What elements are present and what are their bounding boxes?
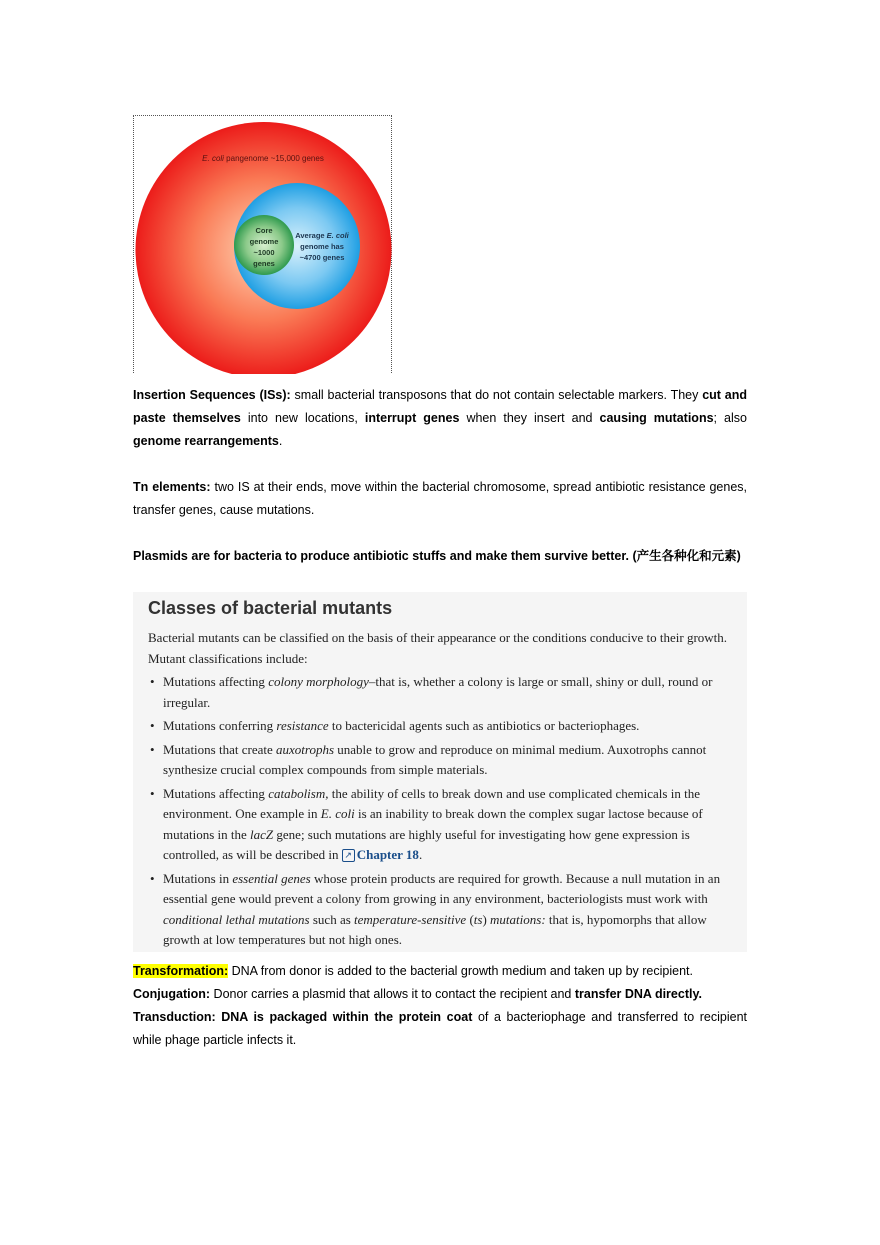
pangenome-diagram <box>134 116 393 374</box>
average-genome-label-2: genome has <box>300 242 344 251</box>
pangenome-label: E. coli pangenome ~15,000 genes <box>202 154 324 163</box>
list-item: • Mutations that create auxotrophs unable to grow and reproduce on minimal medium. Auxotrophs cannot synthesize crucial complex compounds from simple materials. <box>148 740 738 781</box>
list-item: • Mutations affecting catabolism, the ability of cells to break down and use complicated chemicals in the environment. One example in E. coli is an inability to break down the complex sugar lactose because of mutations in the lacZ gene; such mutations are highly useful for investigating how gene expression is controlled, as will be described in ↗ Chapter 18. <box>148 784 738 866</box>
average-genome-label: Average E. coli <box>295 231 349 240</box>
core-label-4: genes <box>253 259 275 268</box>
gene-transfer-paragraph <box>133 960 747 1052</box>
mutant-classes-list <box>148 672 738 954</box>
bacterial-mutants-excerpt <box>133 592 747 952</box>
list-item: • Mutations in essential genes whose protein products are required for growth. Because a null mutation in an essential gene would prevent a colony from growing in any environment, bacteriologists must work with conditional lethal mutations such as temperature-sensitive (ts) mutations: that is, hypomorphs that allow growth at low temperatures but not high ones. <box>148 869 738 951</box>
insertion-sequences-paragraph: Insertion Sequences (ISs): small bacterial transposons that do not contain selectable markers. They cut and paste themselves into new locations, interrupt genes when they insert and causing mutations; also genome rearrangements. <box>133 388 748 448</box>
transduction-line: Transduction: DNA is packaged within the protein coat of a bacteriophage and transferred to recipient while phage particle infects it. <box>133 1010 747 1047</box>
external-link-icon[interactable]: ↗ <box>342 849 355 862</box>
plasmids-paragraph: Plasmids are for bacteria to produce antibiotic stuffs and make them survive better. (产生各种化和元素) <box>133 549 741 563</box>
core-label-1: Core <box>255 226 273 235</box>
core-label-2: genome <box>249 237 279 246</box>
list-item: • Mutations affecting colony morphology–that is, whether a colony is large or small, shiny or dull, round or irregular. <box>148 672 738 713</box>
mutants-intro: Bacterial mutants can be classified on the basis of their appearance or the conditions conducive to their growth. Mutant classifications include: <box>148 630 728 666</box>
transformation-line: Transformation: DNA from donor is added to the bacterial growth medium and taken up by recipient. <box>133 964 693 978</box>
tn-elements-paragraph: Tn elements: two IS at their ends, move within the bacterial chromosome, spread antibiotic resistance genes, transfer genes, cause mutations. <box>133 480 747 517</box>
core-label-3: ~1000 <box>253 248 275 257</box>
average-genome-label-3: ~4700 genes <box>299 253 345 262</box>
list-item: • Mutations conferring resistance to bactericidal agents such as antibiotics or bacteriophages. <box>148 716 738 737</box>
pangenome-figure <box>133 115 392 373</box>
chapter-18-link[interactable]: Chapter 18 <box>356 847 419 862</box>
mutants-title: Classes of bacterial mutants <box>148 598 393 618</box>
conjugation-line: Conjugation: Donor carries a plasmid that allows it to contact the recipient and transfer DNA directly. <box>133 987 702 1001</box>
